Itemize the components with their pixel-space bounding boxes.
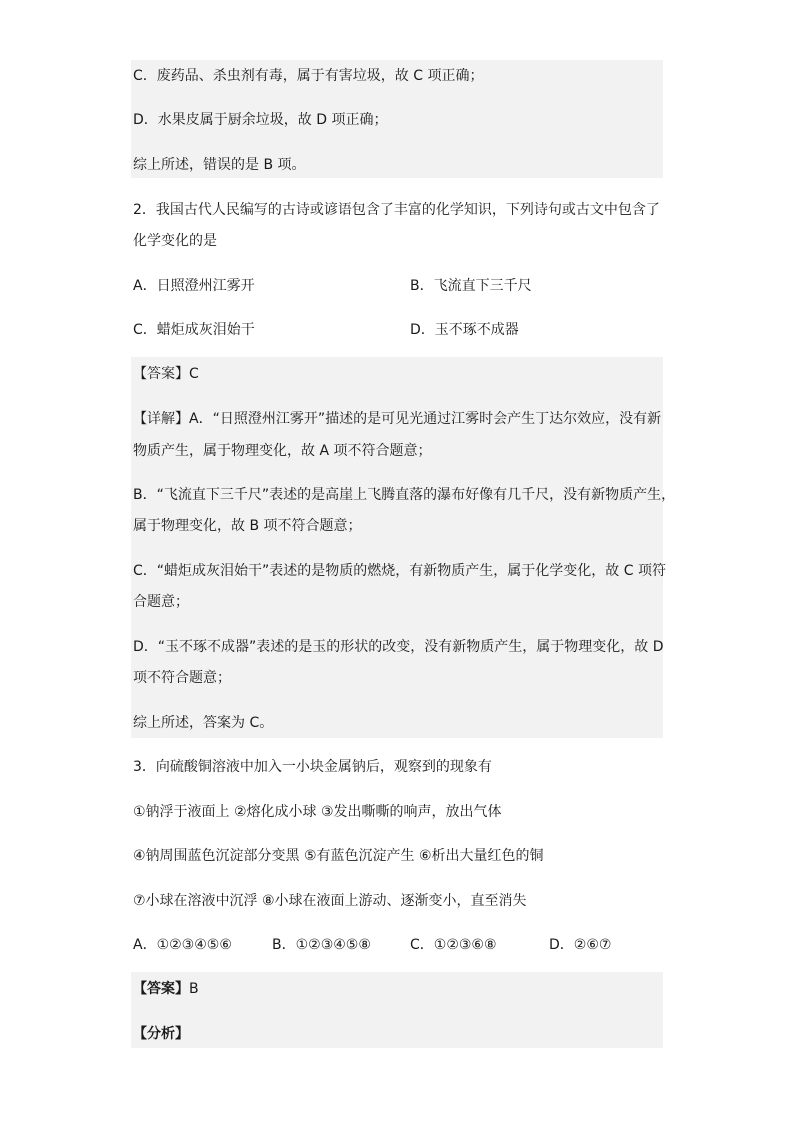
question-3-answer — [133, 979, 199, 999]
question-2-stem-continued: 化学变化的是 — [133, 233, 217, 249]
answer-value: B — [189, 981, 199, 997]
question-3-option-c: C．①②③⑥⑧ — [410, 937, 497, 953]
question-2-detail-b: B．“飞流直下三千尺”表述的是高崖上飞腾直落的瀑布好像有几千尺，没有新物质产生， — [133, 487, 676, 503]
answer-label: 【答案】 — [133, 981, 189, 997]
question-2-detail-b-continued: 属于物理变化，故 B 项不符合题意； — [133, 518, 362, 534]
question-2-detail-d: D．“玉不琢不成器”表述的是玉的形状的改变，没有新物质产生，属于物理变化，故 D — [133, 639, 664, 655]
question-2-detail-a-continued: 物质产生，属于物理变化，故 A 项不符合题意； — [133, 443, 432, 459]
question-2-detail-c-continued: 合题意； — [133, 594, 189, 610]
question-2-option-c: C．蜡炬成灰泪始干 — [133, 322, 255, 338]
question-3-option-a: A．①②③④⑤⑥ — [133, 937, 232, 953]
question-3-option-d: D．②⑥⑦ — [549, 937, 612, 953]
question-2-option-a: A．日照澄州江雾开 — [133, 278, 255, 294]
question-3-option-b: B．①②③④⑤⑧ — [272, 937, 371, 953]
question-2-answer: 【答案】C — [133, 366, 199, 382]
question-3-stem: 3．向硫酸铜溶液中加入一小块金属钠后，观察到的现象有 — [133, 759, 492, 775]
question-2-option-d: D．玉不琢不成器 — [410, 322, 519, 338]
question-3-observations-2: ④钠周围蓝色沉淀部分变黑 ⑤有蓝色沉淀产生 ⑥析出大量红色的铜 — [133, 848, 544, 864]
question-2-detail-c: C．“蜡炬成灰泪始干”表述的是物质的燃烧，有新物质产生，属于化学变化，故 C 项符 — [133, 563, 666, 579]
question-2-option-b: B．飞流直下三千尺 — [410, 278, 532, 294]
summary-text: 综上所述，错误的是 B 项。 — [133, 157, 306, 173]
question-3-observations-3: ⑦小球在溶液中沉浮 ⑧小球在液面上游动、逐渐变小，直至消失 — [133, 893, 527, 909]
question-2-stem: 2．我国古代人民编写的古诗或谚语包含了丰富的化学知识，下列诗句或古文中包含了 — [133, 202, 660, 218]
explanation-shade-3 — [131, 972, 663, 1048]
question-2-detail-a: 【详解】A．“日照澄州江雾开”描述的是可见光通过江雾时会产生丁达尔效应，没有新 — [133, 411, 662, 427]
question-2-summary: 综上所述，答案为 C。 — [133, 715, 274, 731]
question-3-analysis-heading: 【分析】 — [133, 1026, 189, 1042]
question-3-observations-1: ①钠浮于液面上 ②熔化成小球 ③发出嘶嘶的响声，放出气体 — [133, 804, 502, 820]
option-d-explanation: D．水果皮属于厨余垃圾，故 D 项正确； — [133, 112, 388, 128]
question-2-detail-d-continued: 项不符合题意； — [133, 670, 231, 686]
option-c-explanation: C．废药品、杀虫剂有毒，属于有害垃圾，故 C 项正确； — [133, 68, 484, 84]
